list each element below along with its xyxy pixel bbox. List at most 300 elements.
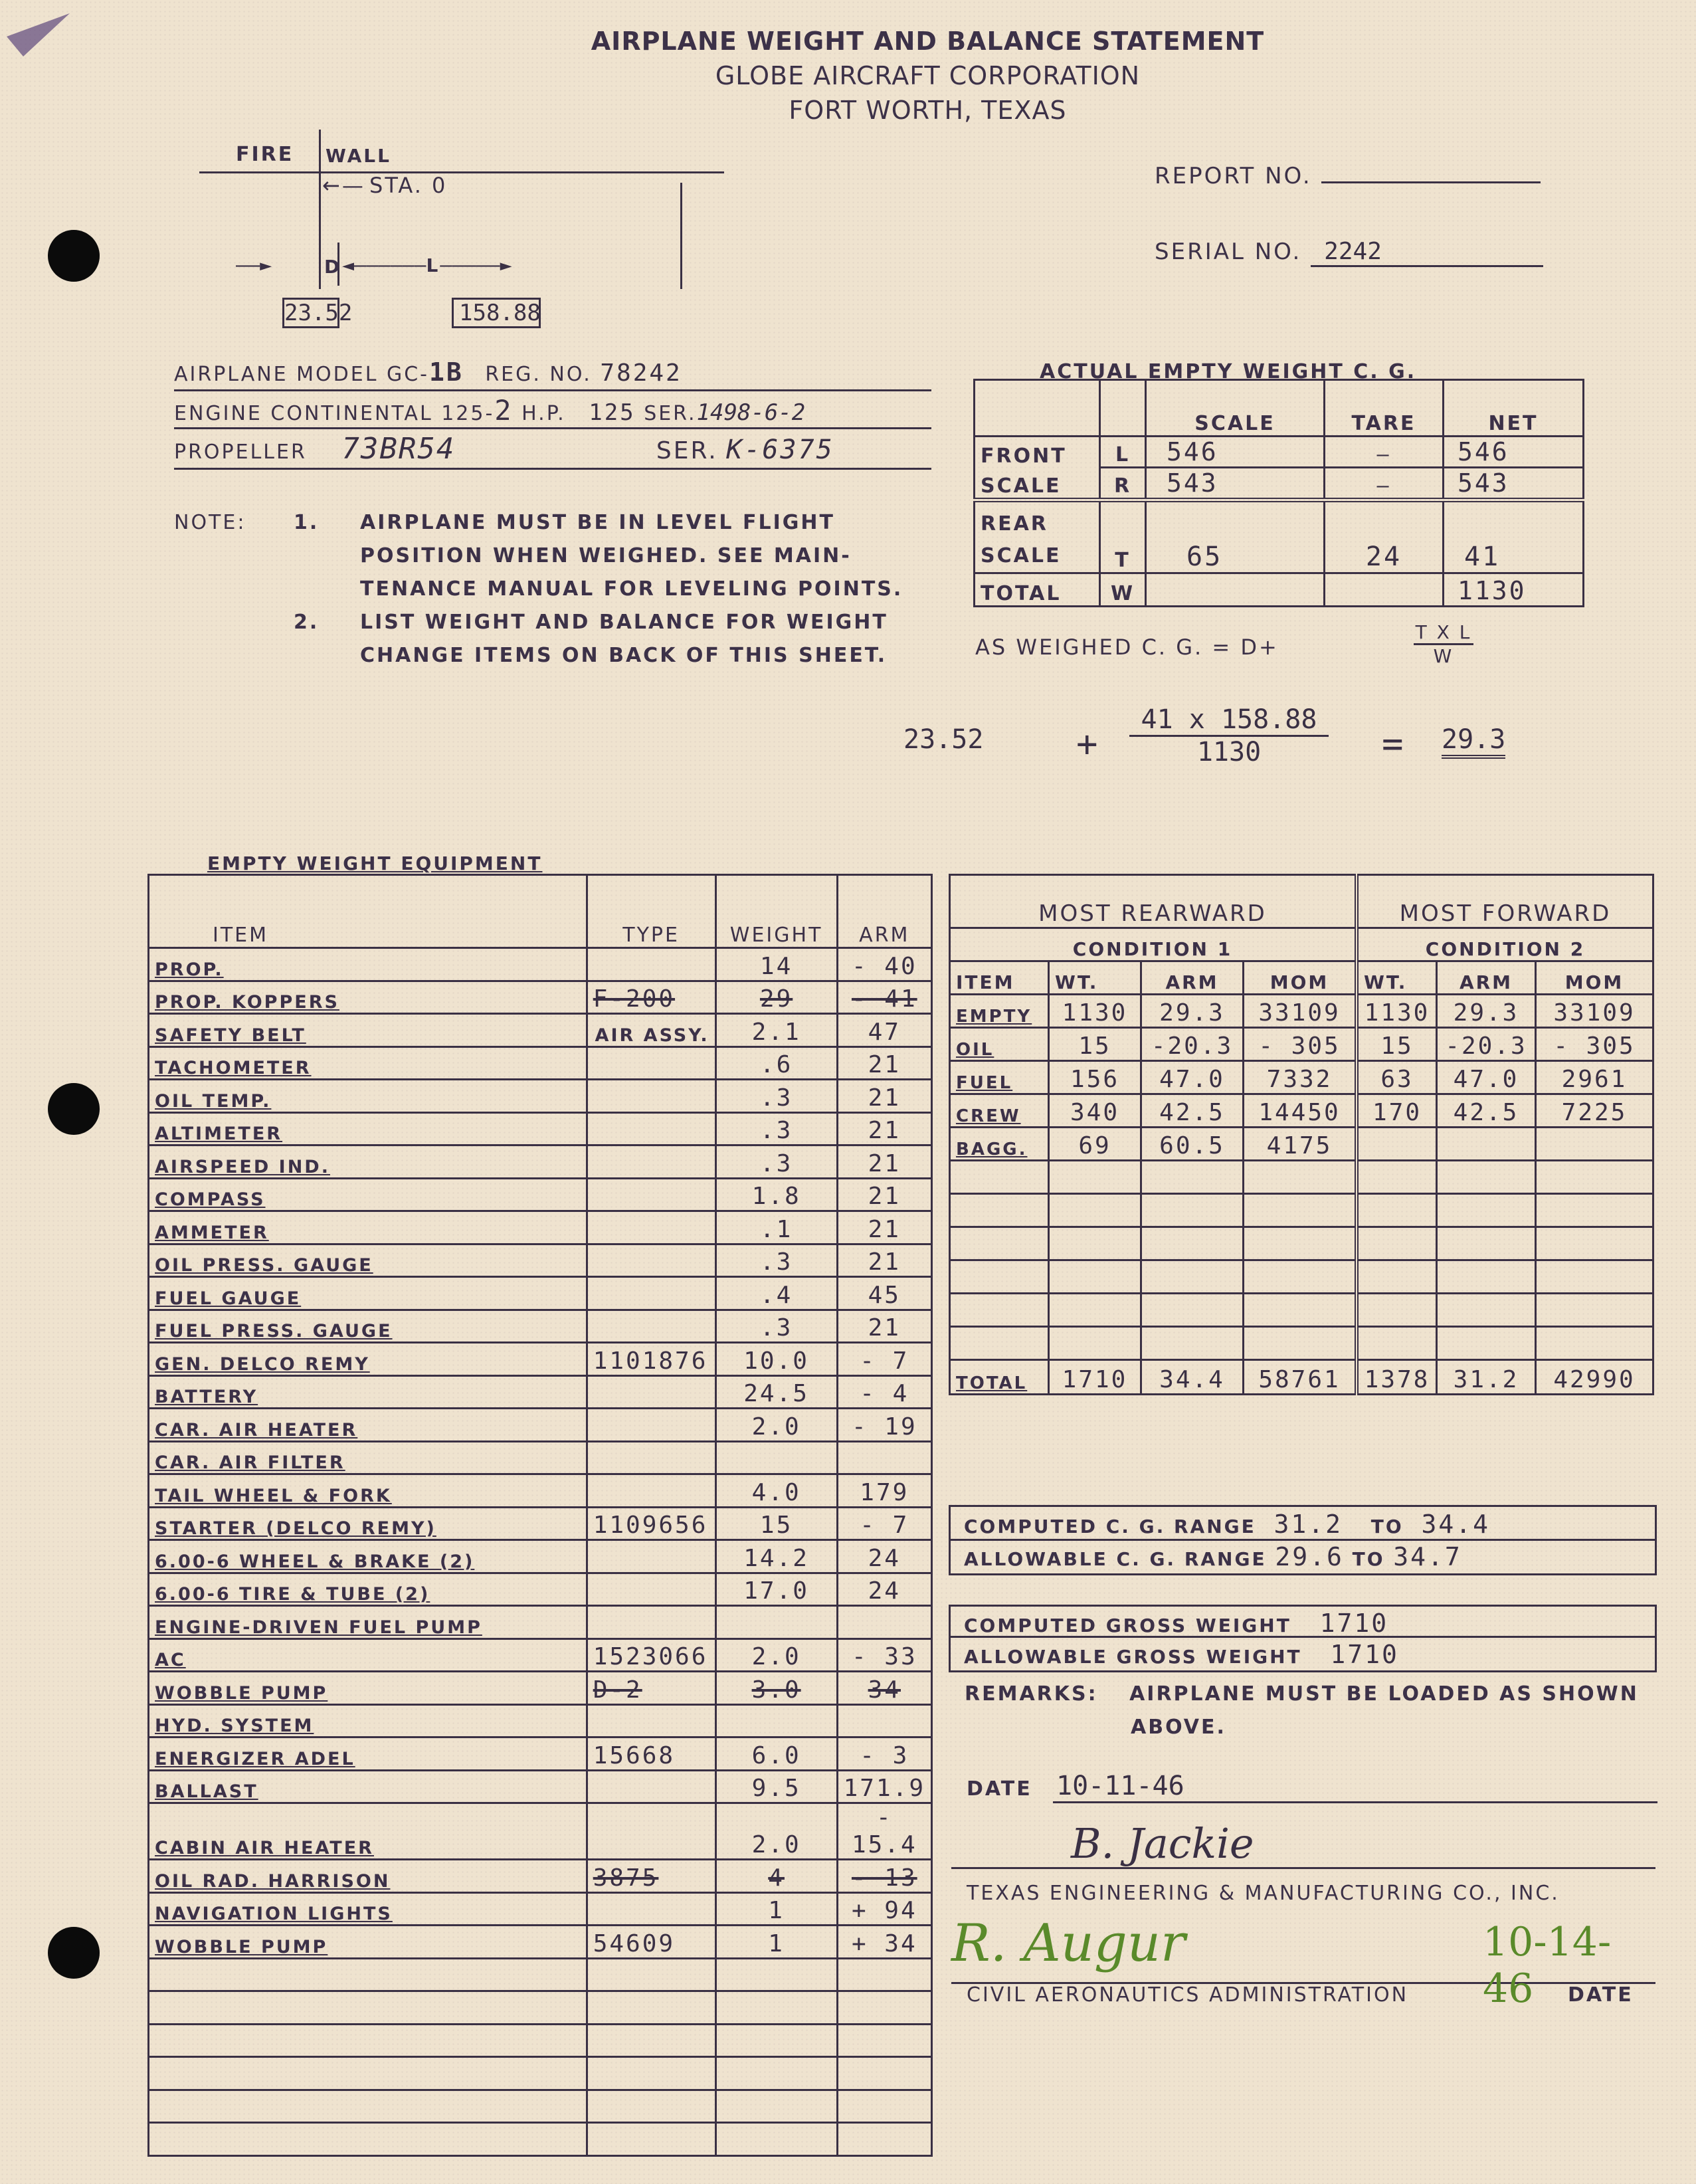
loading-row xyxy=(950,1327,1653,1360)
equipment-item: FUEL GAUGE xyxy=(149,1277,587,1310)
equipment-arm: - 3 xyxy=(837,1737,931,1771)
equipment-item: ENERGIZER ADEL xyxy=(149,1737,587,1771)
notes-label: NOTE: xyxy=(174,511,246,534)
equipment-weight: .3 xyxy=(715,1112,837,1145)
empty-cg-row-front-right xyxy=(975,468,1584,500)
equipment-weight: .1 xyxy=(715,1211,837,1244)
equipment-weight: 2.0 xyxy=(715,1409,837,1442)
caa-label: CIVIL AERONAUTICS ADMINISTRATION xyxy=(967,1983,1409,2007)
equipment-type xyxy=(587,2057,715,2090)
front-left-scale: 546 xyxy=(1146,437,1325,468)
loading-c2-arm xyxy=(1437,1227,1536,1260)
equipment-row xyxy=(149,1046,932,1080)
loading-c1-wt: 1130 xyxy=(1049,995,1141,1028)
equipment-row xyxy=(149,1860,932,1893)
equipment-weight: 24.5 xyxy=(715,1375,837,1409)
computed-gross-value: 1710 xyxy=(1319,1609,1389,1638)
loading-c2-wt: 170 xyxy=(1357,1094,1437,1128)
equipment-arm: - 33 xyxy=(837,1638,931,1672)
equipment-table xyxy=(147,874,933,2157)
equipment-type xyxy=(587,1704,715,1737)
equipment-weight: 2.1 xyxy=(715,1014,837,1047)
equipment-type: D-2 xyxy=(587,1672,715,1705)
allowable-gross-value: 1710 xyxy=(1330,1640,1399,1669)
loading-header-c1-mom: MOM xyxy=(1244,961,1357,995)
equipment-weight: .3 xyxy=(715,1145,837,1179)
document-header xyxy=(0,27,1696,125)
calc-plus: + xyxy=(1076,723,1098,765)
propeller-value: 73BR54 xyxy=(341,432,456,466)
firewall-diagram xyxy=(159,133,691,332)
equipment-arm xyxy=(837,1958,931,1991)
loading-c2-mom xyxy=(1536,1327,1653,1360)
equipment-row xyxy=(149,1770,932,1803)
d-label: D xyxy=(324,256,342,278)
loading-c2-arm xyxy=(1437,1327,1536,1360)
equipment-arm: 21 xyxy=(837,1310,931,1343)
equipment-row xyxy=(149,2057,932,2090)
loading-c1-mom xyxy=(1244,1227,1357,1260)
equipment-weight: .3 xyxy=(715,1080,837,1113)
loading-header-c2-wt: WT. xyxy=(1357,961,1437,995)
equipment-row xyxy=(149,1507,932,1540)
loading-row xyxy=(950,1094,1653,1128)
serial-number-field xyxy=(1155,238,1543,267)
equipment-arm: - 19 xyxy=(837,1409,931,1442)
equipment-arm: 21 xyxy=(837,1211,931,1244)
equipment-type xyxy=(587,1310,715,1343)
loading-item xyxy=(950,1227,1049,1260)
equipment-row xyxy=(149,2090,932,2123)
loading-c1-wt: 156 xyxy=(1049,1061,1141,1094)
calc-numerator: 41 x 158.88 xyxy=(1129,704,1329,737)
d-dimension-arrow: ——► xyxy=(236,254,272,277)
loading-c1-arm: 47.0 xyxy=(1141,1061,1244,1094)
propeller-label: PROPELLER xyxy=(174,441,307,464)
cg-range-box xyxy=(949,1505,1657,1575)
front-scale-label-2: SCALE xyxy=(975,468,1100,500)
equipment-item: 6.00-6 WHEEL & BRAKE (2) xyxy=(149,1540,587,1573)
equipment-weight: 9.5 xyxy=(715,1770,837,1803)
loading-header-c2-arm: ARM xyxy=(1437,961,1536,995)
equipment-type xyxy=(587,1375,715,1409)
calc-fraction xyxy=(1129,704,1329,767)
cg-formula xyxy=(975,621,1472,667)
equipment-item: PROP. KOPPERS xyxy=(149,981,587,1014)
equipment-type xyxy=(587,1540,715,1573)
note-2-text xyxy=(360,606,1024,672)
equipment-row xyxy=(149,1310,932,1343)
report-number-value xyxy=(1321,181,1541,183)
equipment-row xyxy=(149,1277,932,1310)
company-location: FORT WORTH, TEXAS xyxy=(789,96,1067,125)
loading-c2-mom xyxy=(1536,1227,1653,1260)
equipment-row xyxy=(149,948,932,981)
equipment-arm: + 34 xyxy=(837,1926,931,1959)
loading-total-row xyxy=(950,1360,1653,1395)
front-right-pos: R xyxy=(1100,468,1146,500)
total-scale xyxy=(1146,573,1325,607)
loading-row xyxy=(950,1061,1653,1094)
allowable-cg-label: ALLOWABLE C. G. RANGE xyxy=(964,1548,1267,1570)
caa-date: 10-14-46 xyxy=(1483,1919,1612,2012)
equipment-type xyxy=(587,2123,715,2156)
cg-formula-numerator: T X L xyxy=(1414,621,1473,645)
computed-gross-label: COMPUTED GROSS WEIGHT xyxy=(964,1615,1291,1637)
equipment-type xyxy=(587,2090,715,2123)
equipment-arm: - 7 xyxy=(837,1343,931,1376)
equipment-arm: 21 xyxy=(837,1244,931,1277)
equipment-arm: 179 xyxy=(837,1474,931,1508)
loading-c2-arm: 47.0 xyxy=(1437,1061,1536,1094)
loading-c1-arm xyxy=(1141,1327,1244,1360)
equipment-weight: 10.0 xyxy=(715,1343,837,1376)
equipment-type xyxy=(587,1211,715,1244)
prop-ser-label: SER. xyxy=(656,437,718,464)
loading-c1-wt xyxy=(1049,1327,1141,1360)
loading-item: EMPTY xyxy=(950,995,1049,1028)
equipment-type xyxy=(587,1474,715,1508)
loading-c1-wt: 15 xyxy=(1049,1028,1141,1061)
prop-ser-value: K-6375 xyxy=(726,435,834,465)
equipment-arm: 171.9 xyxy=(837,1770,931,1803)
equipment-weight: 14 xyxy=(715,948,837,981)
equipment-arm xyxy=(837,1991,931,2025)
equipment-weight: 2.0 xyxy=(715,1638,837,1672)
loading-c2-wt: 1378 xyxy=(1357,1360,1437,1395)
equipment-item: CABIN AIR HEATER xyxy=(149,1803,587,1860)
equipment-row xyxy=(149,1638,932,1672)
empty-cg-row-rear xyxy=(975,500,1584,573)
allowable-gross-weight xyxy=(951,1638,1655,1670)
station-zero-label: ←— STA. 0 xyxy=(322,173,448,198)
page-title: AIRPLANE WEIGHT AND BALANCE STATEMENT xyxy=(591,27,1265,56)
total-pos: W xyxy=(1100,573,1146,607)
loading-item xyxy=(950,1294,1049,1327)
loading-c2-arm: 31.2 xyxy=(1437,1360,1536,1395)
remarks-line-2: ABOVE. xyxy=(1131,1716,1226,1739)
equipment-type: 1523066 xyxy=(587,1638,715,1672)
loading-item: BAGG. xyxy=(950,1128,1049,1161)
allowable-cg-to: 34.7 xyxy=(1393,1542,1462,1571)
equipment-weight: 6.0 xyxy=(715,1737,837,1771)
equipment-type xyxy=(587,1145,715,1179)
loading-c1-arm xyxy=(1141,1260,1244,1294)
company-name: GLOBE AIRCRAFT CORPORATION xyxy=(715,61,1141,90)
model-value: 1B xyxy=(429,357,464,387)
cg-formula-label: AS WEIGHED C. G. = D+ xyxy=(975,635,1279,660)
computed-cg-label: COMPUTED C. G. RANGE xyxy=(964,1516,1256,1538)
equipment-arm: 24 xyxy=(837,1573,931,1606)
equipment-weight: 17.0 xyxy=(715,1573,837,1606)
loading-c1-arm: 29.3 xyxy=(1141,995,1244,1028)
caa-date-label: DATE xyxy=(1568,1983,1634,2007)
loading-header-row xyxy=(950,961,1653,995)
loading-c2-mom xyxy=(1536,1294,1653,1327)
equipment-arm xyxy=(837,2090,931,2123)
loading-c2-mom: 7225 xyxy=(1536,1094,1653,1128)
note-2-line-2: CHANGE ITEMS ON BACK OF THIS SHEET. xyxy=(360,644,888,667)
binder-hole-middle xyxy=(48,1083,100,1135)
computed-cg-to-label: TO xyxy=(1370,1516,1404,1538)
report-number-label: REPORT NO. xyxy=(1155,163,1312,189)
loading-row xyxy=(950,1161,1653,1194)
hp-value: 125 xyxy=(589,399,636,426)
equipment-item xyxy=(149,2090,587,2123)
equipment-item: PROP. xyxy=(149,948,587,981)
model-label: AIRPLANE MODEL GC- xyxy=(174,363,429,386)
loading-c1-wt: 69 xyxy=(1049,1128,1141,1161)
equipment-item: WOBBLE PUMP xyxy=(149,1672,587,1705)
loading-c1-mom xyxy=(1244,1294,1357,1327)
loading-c2-wt: 15 xyxy=(1357,1028,1437,1061)
condition-1-label: CONDITION 1 xyxy=(950,928,1357,961)
loading-row xyxy=(950,1227,1653,1260)
computed-gross-weight xyxy=(951,1607,1655,1638)
loading-c2-mom xyxy=(1536,1128,1653,1161)
gross-weight-box xyxy=(949,1605,1657,1672)
equipment-row xyxy=(149,1375,932,1409)
serial-number-value: 2242 xyxy=(1311,238,1543,267)
reg-label: REG. NO. xyxy=(485,363,592,386)
equipment-type: AIR ASSY. xyxy=(587,1014,715,1047)
equipment-row xyxy=(149,1926,932,1959)
equipment-item: 6.00-6 TIRE & TUBE (2) xyxy=(149,1573,587,1606)
loading-c1-wt xyxy=(1049,1294,1141,1327)
loading-c2-arm xyxy=(1437,1161,1536,1194)
front-right-tare: — xyxy=(1325,468,1444,500)
date-label: DATE xyxy=(967,1777,1032,1801)
engine-line xyxy=(174,394,931,429)
loading-row xyxy=(950,995,1653,1028)
l-label: L xyxy=(426,254,440,276)
l-value-box: 158.88 xyxy=(452,298,541,328)
equipment-arm: - 15.4 xyxy=(837,1803,931,1860)
condition-2-label: CONDITION 2 xyxy=(1357,928,1653,961)
loading-c2-arm xyxy=(1437,1128,1536,1161)
equipment-arm xyxy=(837,2024,931,2057)
loading-c2-wt xyxy=(1357,1260,1437,1294)
engine-label: ENGINE CONTINENTAL 125- xyxy=(174,402,495,425)
allowable-cg-from: 29.6 xyxy=(1275,1542,1344,1571)
equipment-weight: 4 xyxy=(715,1860,837,1893)
equipment-row xyxy=(149,1991,932,2025)
loading-c1-arm xyxy=(1141,1161,1244,1194)
note-1-text xyxy=(360,506,1024,606)
equipment-row xyxy=(149,1737,932,1771)
equipment-weight xyxy=(715,1441,837,1474)
equipment-weight: 1 xyxy=(715,1926,837,1959)
equipment-row xyxy=(149,1573,932,1606)
cg-calculation xyxy=(903,704,1528,784)
equipment-weight xyxy=(715,2024,837,2057)
equipment-weight: 14.2 xyxy=(715,1540,837,1573)
equipment-row xyxy=(149,1474,932,1508)
most-rearward-title: MOST REARWARD xyxy=(950,875,1357,928)
loading-c2-mom: 42990 xyxy=(1536,1360,1653,1395)
equipment-weight xyxy=(715,1704,837,1737)
equipment-row xyxy=(149,1672,932,1705)
equipment-type xyxy=(587,1770,715,1803)
equipment-item: CAR. AIR FILTER xyxy=(149,1441,587,1474)
empty-cg-row-front-left xyxy=(975,437,1584,468)
calc-d-value: 23.52 xyxy=(903,724,984,755)
manufacturer-signature-line xyxy=(951,1814,1655,1869)
calc-equals: = xyxy=(1382,723,1404,765)
equipment-arm: 21 xyxy=(837,1145,931,1179)
propeller-line xyxy=(174,432,931,470)
loading-c2-wt xyxy=(1357,1294,1437,1327)
equipment-item: TACHOMETER xyxy=(149,1046,587,1080)
loading-c2-mom xyxy=(1536,1161,1653,1194)
station-zero-text: STA. 0 xyxy=(369,173,448,198)
cg-formula-fraction xyxy=(1414,621,1473,667)
front-left-tare: — xyxy=(1325,437,1444,468)
loading-row xyxy=(950,1128,1653,1161)
allowable-cg-to-label: TO xyxy=(1352,1548,1385,1570)
loading-c2-wt: 1130 xyxy=(1357,995,1437,1028)
rear-scale-label: REAR SCALE xyxy=(975,500,1100,573)
d-value-box: 23.52 xyxy=(282,298,339,328)
equipment-weight: .4 xyxy=(715,1277,837,1310)
loading-c2-mom: 2961 xyxy=(1536,1061,1653,1094)
loading-item: FUEL xyxy=(950,1061,1049,1094)
equipment-type xyxy=(587,1573,715,1606)
loading-c1-mom: - 305 xyxy=(1244,1028,1357,1061)
equipment-header-type: TYPE xyxy=(587,875,715,948)
equipment-weight xyxy=(715,1958,837,1991)
equipment-item: FUEL PRESS. GAUGE xyxy=(149,1310,587,1343)
loading-c1-mom: 14450 xyxy=(1244,1094,1357,1128)
date-value: 10-11-46 xyxy=(1053,1771,1657,1803)
loading-c1-arm xyxy=(1141,1227,1244,1260)
equipment-weight xyxy=(715,2057,837,2090)
equipment-item: TAIL WHEEL & FORK xyxy=(149,1474,587,1508)
loading-c1-mom xyxy=(1244,1194,1357,1227)
equipment-type: 3875 xyxy=(587,1860,715,1893)
equipment-item xyxy=(149,1991,587,2025)
equipment-row xyxy=(149,1704,932,1737)
engine-value: 2 xyxy=(494,394,514,427)
equipment-item: NAVIGATION LIGHTS xyxy=(149,1892,587,1926)
firewall-horizontal-line xyxy=(199,171,724,173)
equipment-row xyxy=(149,1145,932,1179)
empty-cg-row-total xyxy=(975,573,1584,607)
loading-c2-arm xyxy=(1437,1194,1536,1227)
hp-label: H.P. xyxy=(521,402,566,425)
equipment-arm: 21 xyxy=(837,1046,931,1080)
loading-c1-mom xyxy=(1244,1161,1357,1194)
equipment-item xyxy=(149,2057,587,2090)
airplane-model-line xyxy=(174,357,931,391)
equipment-type xyxy=(587,1046,715,1080)
manufacturer-name: TEXAS ENGINEERING & MANUFACTURING CO., INC. xyxy=(967,1882,1560,1905)
loading-header-c2-mom: MOM xyxy=(1536,961,1653,995)
equipment-type xyxy=(587,1112,715,1145)
equipment-arm xyxy=(837,1441,931,1474)
front-left-net: 546 xyxy=(1444,437,1584,468)
empty-cg-header-pos xyxy=(1100,380,1146,437)
total-tare xyxy=(1325,573,1444,607)
equipment-arm: - 41 xyxy=(837,981,931,1014)
total-net: 1130 xyxy=(1444,573,1584,607)
loading-header-c1-arm: ARM xyxy=(1141,961,1244,995)
loading-c1-mom: 33109 xyxy=(1244,995,1357,1028)
most-forward-title: MOST FORWARD xyxy=(1357,875,1653,928)
l-dimension-arrow: ◄——————L—————► xyxy=(342,254,512,277)
loading-c2-mom xyxy=(1536,1194,1653,1227)
equipment-item: AMMETER xyxy=(149,1211,587,1244)
loading-item xyxy=(950,1260,1049,1294)
equipment-weight: .3 xyxy=(715,1244,837,1277)
equipment-weight: 2.0 xyxy=(715,1803,837,1860)
equipment-row xyxy=(149,1244,932,1277)
remarks-line-1: AIRPLANE MUST BE LOADED AS SHOWN xyxy=(1129,1682,1639,1706)
total-label: TOTAL xyxy=(975,573,1100,607)
loading-c1-wt xyxy=(1049,1161,1141,1194)
binder-hole-top xyxy=(48,230,100,282)
equipment-weight: 4.0 xyxy=(715,1474,837,1508)
loading-row xyxy=(950,1028,1653,1061)
equipment-arm: + 94 xyxy=(837,1892,931,1926)
equipment-type xyxy=(587,1178,715,1211)
equipment-arm xyxy=(837,1704,931,1737)
computed-cg-range xyxy=(951,1507,1655,1541)
equipment-type: 1109656 xyxy=(587,1507,715,1540)
equipment-row xyxy=(149,1211,932,1244)
equipment-type xyxy=(587,1958,715,1991)
equipment-item: AC xyxy=(149,1638,587,1672)
equipment-item: ENGINE-DRIVEN FUEL PUMP xyxy=(149,1606,587,1639)
equipment-header-weight: WEIGHT xyxy=(715,875,837,948)
loading-c1-arm: -20.3 xyxy=(1141,1028,1244,1061)
loading-c2-wt xyxy=(1357,1194,1437,1227)
loading-c1-mom xyxy=(1244,1327,1357,1360)
loading-c2-arm xyxy=(1437,1260,1536,1294)
serial-number-label: SERIAL NO. xyxy=(1155,239,1302,265)
equipment-row xyxy=(149,1892,932,1926)
equipment-item xyxy=(149,2024,587,2057)
equipment-type xyxy=(587,1441,715,1474)
loading-c1-mom xyxy=(1244,1260,1357,1294)
loading-c1-arm: 34.4 xyxy=(1141,1360,1244,1395)
empty-cg-header-tare: TARE xyxy=(1325,380,1444,437)
caa-signature: R. Augur xyxy=(951,1914,1186,1973)
equipment-header-row xyxy=(149,875,932,948)
equipment-weight xyxy=(715,1991,837,2025)
loading-conditions-table xyxy=(949,874,1654,1395)
equipment-row xyxy=(149,981,932,1014)
equipment-row xyxy=(149,1080,932,1113)
cg-formula-denominator: W xyxy=(1433,645,1454,667)
equipment-weight: .3 xyxy=(715,1310,837,1343)
loading-item xyxy=(950,1327,1049,1360)
equipment-item: HYD. SYSTEM xyxy=(149,1704,587,1737)
calc-denominator: 1130 xyxy=(1196,737,1262,767)
loading-c1-wt: 340 xyxy=(1049,1094,1141,1128)
loading-c1-arm xyxy=(1141,1294,1244,1327)
equipment-arm: 21 xyxy=(837,1080,931,1113)
equipment-arm: - 4 xyxy=(837,1375,931,1409)
equipment-item xyxy=(149,1958,587,1991)
rear-tare: 24 xyxy=(1325,500,1444,573)
equipment-row xyxy=(149,1540,932,1573)
front-left-pos: L xyxy=(1100,437,1146,468)
equipment-row xyxy=(149,1606,932,1639)
equipment-type xyxy=(587,1892,715,1926)
loading-c2-arm: 42.5 xyxy=(1437,1094,1536,1128)
loading-header-item: ITEM xyxy=(950,961,1049,995)
